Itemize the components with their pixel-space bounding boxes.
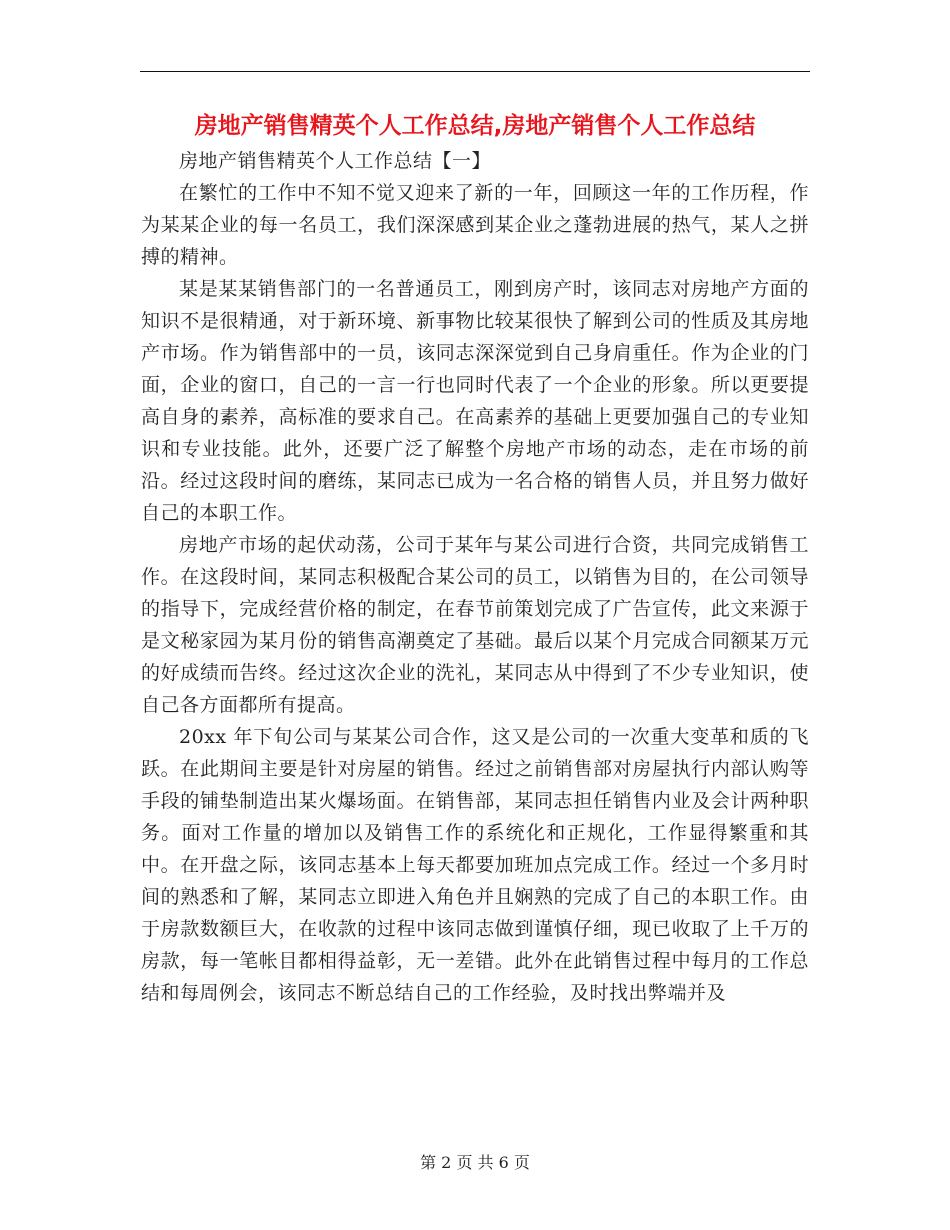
paragraph-2: 某是某某销售部门的一名普通员工，刚到房产时，该同志对房地产方面的知识不是很精通，对于新环境、新事物比较某很快了解到公司的性质及其房地产市场。作为销售部中的一员，该同志深深觉到自己身肩重任。作为企业的门面，企业的窗口，自己的一言一行也同时代表了一个企业的形象。所以更要提高自身的素养，高标准的要求自己。在高素养的基础上更要加强自己的专业知识和专业技能。此外，还要广泛了解整个房地产市场的动态，走在市场的前沿。经过这段时间的磨练，某同志已成为一名合格的销售人员，并且努力做好自己的本职工作。	[141, 278, 809, 524]
paragraph-4: 20xx 年下旬公司与某某公司合作，这又是公司的一次重大变革和质的飞跃。在此期间主要是针对房屋的销售。经过之前销售部对房屋执行内部认购等手段的铺垫制造出某火爆场面。在销售部，某同志担任销售内业及会计两种职务。面对工作量的增加以及销售工作的系统化和正规化，工作显得繁重和其中。在开盘之际，该同志基本上每天都要加班加点完成工作。经过一个多月时间的熟悉和了解，某同志立即进入角色并且娴熟的完成了自己的本职工作。由于房款数额巨大，在收款的过程中该同志做到谨慎仔细，现已收取了上千万的房款，每一笔帐目都相得益彰，无一差错。此外在此销售过程中每月的工作总结和每周例会，该同志不断总结自己的工作经验，及时找出弊端并及	[141, 726, 809, 1004]
paragraph-3: 房地产市场的起伏动荡，公司于某年与某公司进行合资，共同完成销售工作。在这段时间，某同志积极配合某公司的员工，以销售为目的，在公司领导的指导下，完成经营价格的制定，在春节前策划完成了广告宣传，此文来源于是文秘家园为某月份的销售高潮奠定了基础。最后以某个月完成合同额某万元的好成绩而告终。经过这次企业的洗礼，某同志从中得到了不少专业知识，使自己各方面都所有提高。	[141, 534, 809, 716]
section-subtitle: 房地产销售精英个人工作总结【一】	[179, 150, 492, 172]
document-title: 房地产销售精英个人工作总结,房地产销售个人工作总结	[194, 113, 756, 139]
header-rule	[140, 71, 810, 72]
paragraph-1: 在繁忙的工作中不知不觉又迎来了新的一年，回顾这一年的工作历程，作为某某企业的每一名员工，我们深深感到某企业之蓬勃进展的热气，某人之拼搏的精神。	[141, 182, 809, 268]
page-number-footer: 第 2 页 共 6 页	[420, 1153, 530, 1172]
document-body	[141, 145, 809, 1009]
